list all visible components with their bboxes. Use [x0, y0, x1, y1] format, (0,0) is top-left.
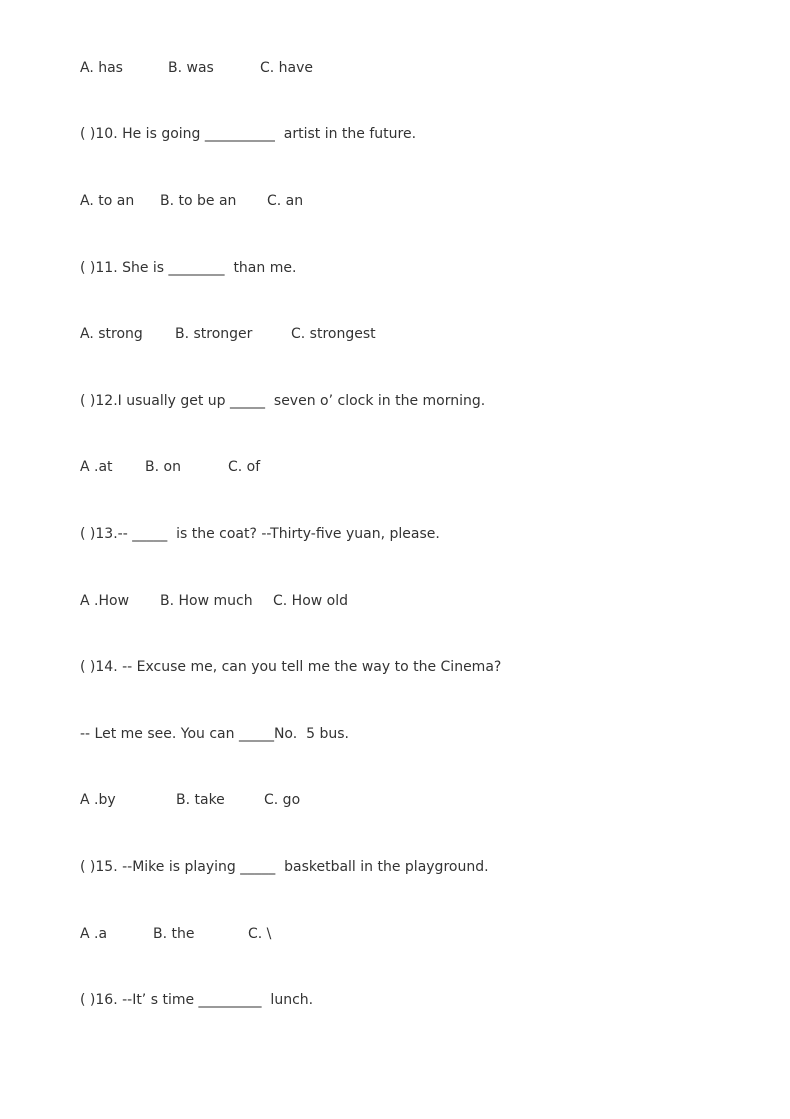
option-a: A .How: [80, 593, 130, 609]
option-c: C. How old: [273, 593, 349, 609]
option-b: B. was: [168, 60, 214, 76]
question-12: ( )12.I usually get up _____ seven o’ clock in the morning.: [80, 393, 486, 409]
question-10: ( )10. He is going __________ artist in the future.: [80, 126, 417, 142]
option-b: B. stronger: [175, 326, 253, 342]
option-c: C. strongest: [291, 326, 376, 342]
option-row-13: [80, 591, 349, 611]
option-a: A. to an: [80, 193, 135, 209]
question-13: ( )13.-- _____ is the coat? --Thirty-five yuan, please.: [80, 526, 440, 542]
question-15: ( )15. --Mike is playing _____ basketball in the playground.: [80, 859, 489, 875]
option-row-9: [80, 58, 314, 78]
option-b: B. on: [145, 459, 181, 475]
option-c: C. of: [228, 459, 261, 475]
option-a: A. strong: [80, 326, 143, 342]
option-b: B. How much: [160, 593, 253, 609]
option-c: C. have: [260, 60, 314, 76]
option-row-11: [80, 324, 376, 344]
option-a: A .by: [80, 792, 116, 808]
option-c: C. an: [267, 193, 304, 209]
question-16: ( )16. --It’ s time _________ lunch.: [80, 992, 314, 1008]
option-b: B. take: [176, 792, 225, 808]
option-b: B. the: [153, 926, 195, 942]
option-row-12: [80, 457, 261, 477]
option-c: C. \: [248, 926, 272, 942]
option-row-10: [80, 191, 304, 211]
option-a: A .a: [80, 926, 108, 942]
question-14: ( )14. -- Excuse me, can you tell me the way to the Cinema?: [80, 659, 502, 675]
question-14-reply: -- Let me see. You can _____No. 5 bus.: [80, 726, 349, 742]
question-11: ( )11. She is ________ than me.: [80, 260, 297, 276]
option-a: A. has: [80, 60, 123, 76]
option-a: A .at: [80, 459, 113, 475]
option-b: B. to be an: [160, 193, 237, 209]
option-row-15: [80, 924, 272, 944]
option-row-14: [80, 790, 301, 810]
option-c: C. go: [264, 792, 301, 808]
